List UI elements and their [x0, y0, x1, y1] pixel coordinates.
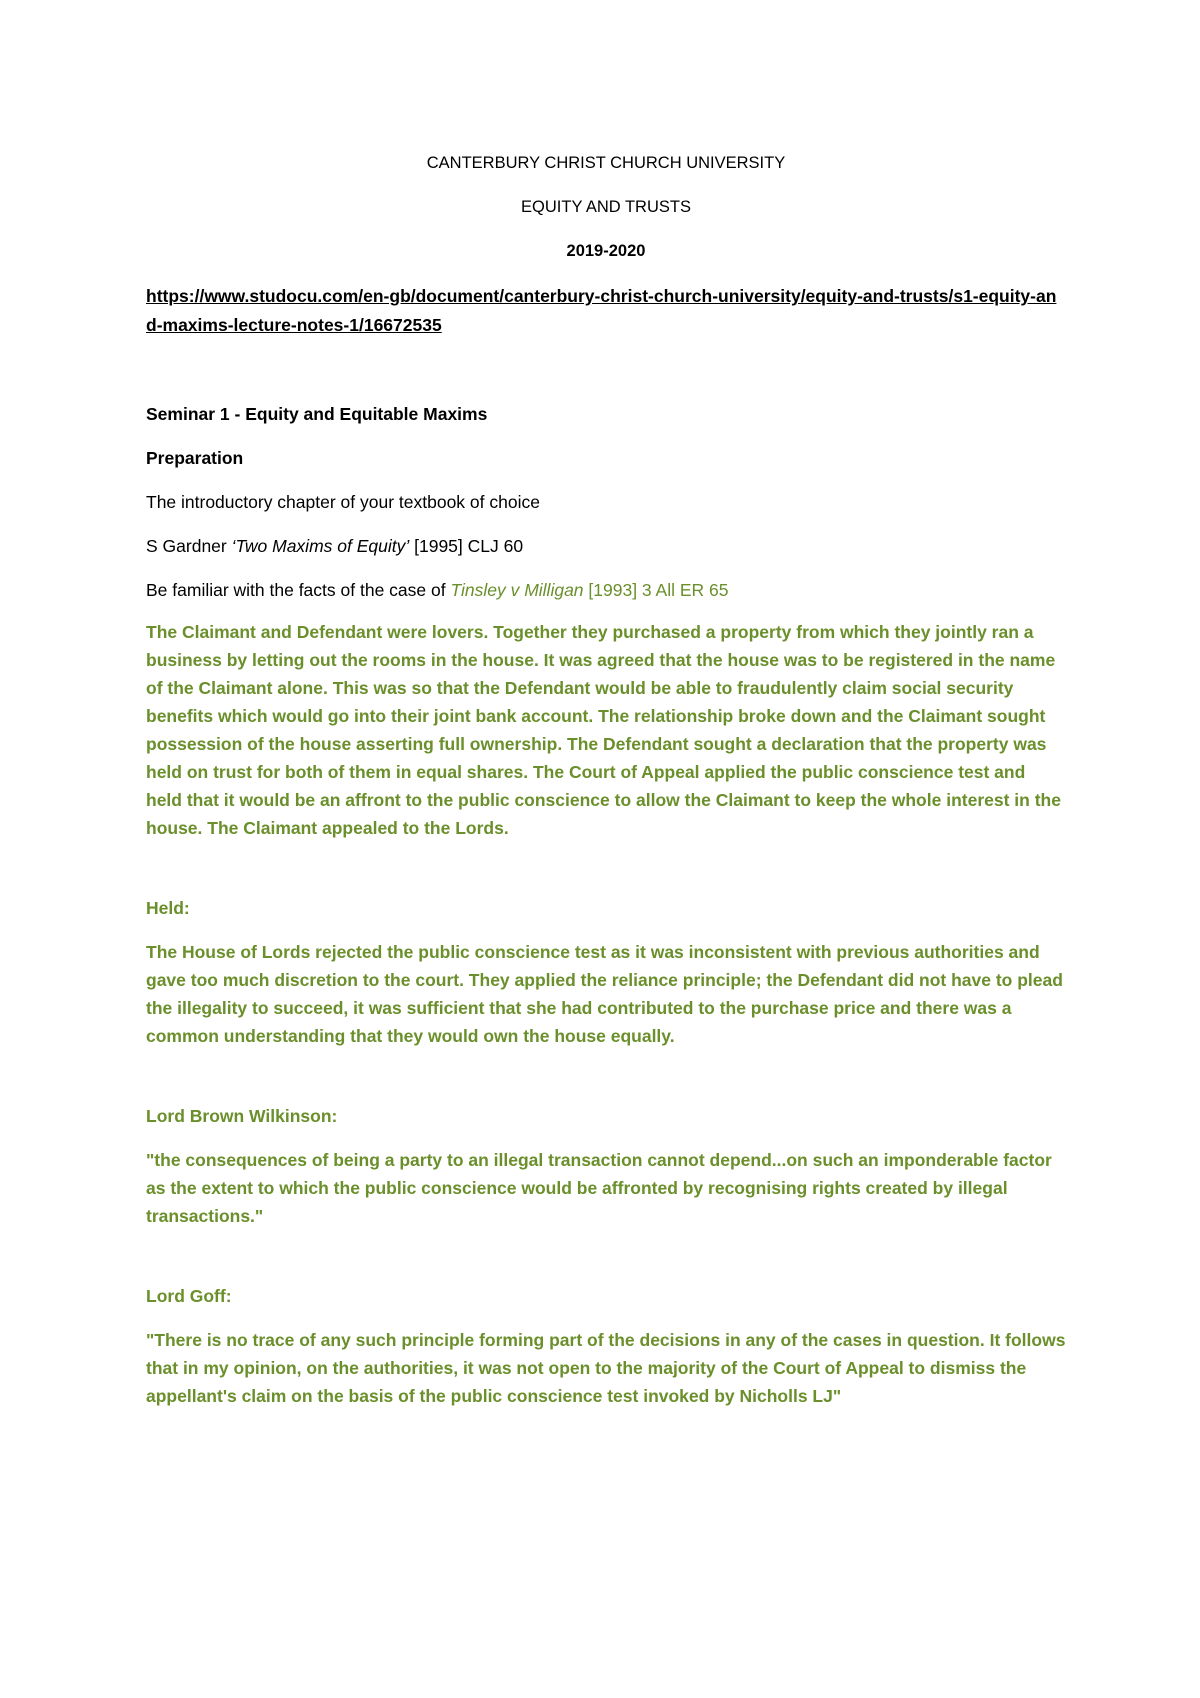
preparation-heading: Preparation [146, 448, 244, 468]
course-title: EQUITY AND TRUSTS [521, 198, 691, 216]
seminar-title: Seminar 1 - Equity and Equitable Maxims [146, 404, 488, 424]
case-facts-paragraph: The Claimant and Defendant were lovers. Together they purchased a property from which they jointly ran a business by letting out the rooms in the house. It was agreed that the house was to be registered in the name of the Claimant alone. This was so that the Defendant would be able to fraudulently claim social security benefits which would go into their joint bank account. The relationship broke down and the Claimant sought possession of the house asserting full ownership. The Defendant sought a declaration that the property was held on trust for both of them in equal shares. The Court of Appeal applied the public conscience test and held that it would be an affront to the public conscience to allow the Claimant to keep the whole interest in the house. The Claimant appealed to the Lords. [146, 622, 1061, 838]
reading-item-textbook: The introductory chapter of your textbook of choice [146, 492, 540, 512]
academic-year: 2019-2020 [566, 242, 646, 260]
held-heading: Held: [146, 898, 190, 918]
university-title: CANTERBURY CHRIST CHURCH UNIVERSITY [426, 154, 786, 172]
case-intro: Be familiar with the facts of the case of [146, 580, 451, 600]
reading-item-gardner [146, 532, 1066, 560]
case-citation: [1993] 3 All ER 65 [583, 580, 729, 600]
lord-browne-wilkinson-heading: Lord Brown Wilkinson: [146, 1106, 338, 1126]
held-paragraph: The House of Lords rejected the public conscience test as it was inconsistent with previous authorities and gave too much discretion to the court. They applied the reliance principle; the Defendant did not have to plead the illegality to succeed, it was sufficient that she had contributed to the purchase price and there was a common understanding that they would own the house equally. [146, 942, 1063, 1046]
case-reference [146, 576, 1066, 604]
document-url-link[interactable]: https://www.studocu.com/en-gb/document/canterbury-christ-church-university/equity-and-trusts/s1-equity-and-maxims-lecture-notes-1/16672535 [146, 286, 1057, 335]
reading-citation: [1995] CLJ 60 [409, 536, 524, 556]
case-name: Tinsley v Milligan [450, 580, 584, 600]
lord-goff-quote: "There is no trace of any such principle forming part of the decisions in any of the cases in question. It follows that in my opinion, on the authorities, it was not open to the majority of the Court of Appeal to dismiss the appellant's claim on the basis of the public conscience test invoked by Nicholls LJ" [146, 1330, 1066, 1406]
lord-goff-heading: Lord Goff: [146, 1286, 232, 1306]
document-body [146, 146, 1066, 1410]
reading-article-title: ‘Two Maxims of Equity’ [231, 536, 410, 556]
reading-author: S Gardner [146, 536, 232, 556]
lord-browne-wilkinson-quote: "the consequences of being a party to an illegal transaction cannot depend...on such an imponderable factor as the extent to which the public conscience would be affronted by recognising rights created by illegal transactions." [146, 1150, 1052, 1226]
